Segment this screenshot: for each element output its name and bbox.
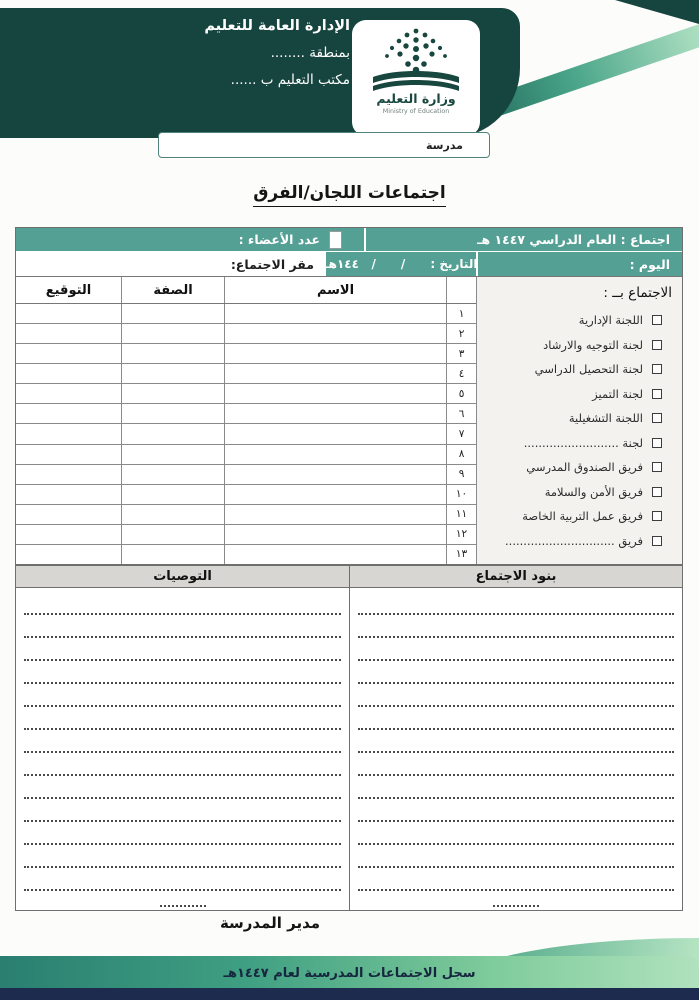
role-cell[interactable] <box>121 364 224 383</box>
members-count-label: عدد الأعضاء : <box>238 232 320 247</box>
dotted-line[interactable] <box>24 661 341 684</box>
dotted-line[interactable] <box>358 592 674 615</box>
row-number: ٦ <box>446 404 476 423</box>
role-cell[interactable] <box>121 404 224 423</box>
committee-item[interactable] <box>477 308 682 333</box>
signature-cell[interactable] <box>16 485 121 504</box>
date-cell <box>324 252 476 276</box>
committee-checkbox[interactable] <box>652 315 662 325</box>
form-row-date <box>16 252 682 277</box>
notes-headers <box>16 566 682 588</box>
signature-cell[interactable] <box>16 465 121 484</box>
committee-checkbox[interactable] <box>652 413 662 423</box>
name-cell[interactable] <box>224 344 446 363</box>
number-column-header <box>446 277 476 303</box>
committee-label: اللجنة الإدارية <box>578 313 643 328</box>
role-cell[interactable] <box>121 525 224 544</box>
org-text-block <box>10 18 350 99</box>
dotted-line[interactable] <box>24 822 341 845</box>
row-number: ١١ <box>446 505 476 524</box>
venue-label: مقر الاجتماع: <box>230 256 314 272</box>
attendance-row <box>16 364 476 384</box>
committee-item[interactable] <box>477 480 682 505</box>
role-cell[interactable] <box>121 445 224 464</box>
name-cell[interactable] <box>224 445 446 464</box>
attendance-row <box>16 545 476 564</box>
role-cell[interactable] <box>121 505 224 524</box>
school-label: مدرسة <box>426 138 463 152</box>
dotted-line[interactable] <box>24 776 341 799</box>
signature-column-header: التوقيع <box>45 282 92 298</box>
signature-cell[interactable] <box>16 404 121 423</box>
signature-cell[interactable] <box>16 324 121 343</box>
dotted-line[interactable] <box>358 730 674 753</box>
meeting-with-label: الاجتماع بــ : <box>603 285 672 301</box>
committee-label: فريق الأمن والسلامة <box>544 484 643 499</box>
signature-cell[interactable] <box>16 344 121 363</box>
venue-cell[interactable] <box>16 252 324 276</box>
role-cell[interactable] <box>121 424 224 443</box>
org-office: مكتب التعليم ب ...... <box>230 72 350 88</box>
notes-body <box>16 588 682 910</box>
dotted-line-short[interactable] <box>493 891 539 907</box>
dotted-line[interactable] <box>358 868 674 891</box>
signature-cell[interactable] <box>16 445 121 464</box>
row-number: ٥ <box>446 384 476 403</box>
attendance-row <box>16 404 476 424</box>
role-column-header: الصفة <box>121 277 224 303</box>
committee-label: فريق عمل التربية الخاصة <box>522 509 643 524</box>
role-cell[interactable] <box>121 344 224 363</box>
signature-cell[interactable] <box>16 505 121 524</box>
role-cell[interactable] <box>121 384 224 403</box>
committees-panel <box>476 277 682 564</box>
attendance-body <box>16 304 476 564</box>
form-row-meeting <box>16 228 682 252</box>
dotted-line[interactable] <box>24 707 341 730</box>
committee-checkbox[interactable] <box>652 340 662 350</box>
signature-cell[interactable] <box>16 384 121 403</box>
signature-cell[interactable] <box>16 424 121 443</box>
dotted-line[interactable] <box>358 684 674 707</box>
committee-checkbox[interactable] <box>652 511 662 521</box>
committee-label: لجنة التوجيه والارشاد <box>543 337 643 352</box>
attendance-row <box>16 384 476 404</box>
dotted-line[interactable] <box>24 799 341 822</box>
recommendation-lines[interactable] <box>16 588 349 910</box>
name-cell[interactable] <box>224 505 446 524</box>
ministry-name-ar: وزارة التعليم <box>376 91 456 106</box>
name-cell[interactable] <box>224 384 446 403</box>
committee-checkbox[interactable] <box>652 536 662 546</box>
row-number: ٤ <box>446 364 476 383</box>
dotted-line[interactable] <box>358 615 674 638</box>
signature-cell[interactable] <box>16 525 121 544</box>
role-cell[interactable] <box>121 545 224 564</box>
committee-item[interactable] <box>477 455 682 480</box>
form-main <box>16 277 682 564</box>
attendance-row <box>16 505 476 525</box>
role-cell[interactable] <box>121 465 224 484</box>
committee-label: لجنة التميز <box>592 386 643 401</box>
name-cell[interactable] <box>224 304 446 323</box>
meeting-year-cell <box>364 228 682 251</box>
dotted-line[interactable] <box>358 776 674 799</box>
committee-label: لجنة التحصيل الدراسي <box>534 362 643 377</box>
footer-text: سجل الاجتماعات المدرسية لعام ١٤٤٧هـ <box>223 965 476 981</box>
school-name-field[interactable] <box>158 132 490 158</box>
org-name: الإدارة العامة للتعليم <box>204 18 350 34</box>
committee-label: فريق .............................. <box>505 533 643 548</box>
row-number: ١٢ <box>446 525 476 544</box>
principal-signature-label: مدير المدرسة <box>219 914 321 932</box>
day-cell <box>476 252 682 276</box>
attendance-table <box>16 277 476 564</box>
role-cell[interactable] <box>121 485 224 504</box>
name-cell[interactable] <box>224 424 446 443</box>
signature-cell[interactable] <box>16 364 121 383</box>
row-number: ٧ <box>446 424 476 443</box>
meeting-form <box>15 227 683 565</box>
committee-checkbox[interactable] <box>652 462 662 472</box>
members-count-cell <box>16 228 364 251</box>
day-label: اليوم : <box>629 256 670 272</box>
committee-checkbox[interactable] <box>652 438 662 448</box>
attendance-row <box>16 324 476 344</box>
recommendations-header: التوصيات <box>16 566 349 588</box>
committee-item[interactable] <box>477 357 682 382</box>
row-number: ١ <box>446 304 476 323</box>
row-number: ٢ <box>446 324 476 343</box>
committee-label: اللجنة التشغيلية <box>568 411 643 426</box>
dotted-line[interactable] <box>24 730 341 753</box>
attendance-row <box>16 465 476 485</box>
dotted-line[interactable] <box>24 684 341 707</box>
name-cell[interactable] <box>224 485 446 504</box>
committee-checkbox[interactable] <box>652 389 662 399</box>
date-label: التاريخ : / / ١٤٤هـ <box>324 257 478 271</box>
ministry-name-en: Ministry of Education <box>382 108 450 115</box>
dotted-line-short[interactable] <box>160 891 206 907</box>
dotted-line[interactable] <box>24 615 341 638</box>
attendance-row <box>16 485 476 505</box>
name-cell[interactable] <box>224 324 446 343</box>
dotted-line[interactable] <box>358 753 674 776</box>
name-column-header: الاسم <box>224 277 446 303</box>
committee-item[interactable] <box>477 406 682 431</box>
committee-checkbox[interactable] <box>652 487 662 497</box>
row-number: ٩ <box>446 465 476 484</box>
committee-label: فريق الصندوق المدرسي <box>526 460 643 475</box>
committee-item[interactable] <box>477 529 682 554</box>
committee-label: لجنة .......................... <box>523 435 643 450</box>
page-title: اجتماعات اللجان/الفرق <box>253 183 446 207</box>
dotted-line[interactable] <box>24 753 341 776</box>
ministry-logo <box>352 20 480 136</box>
attendance-header <box>16 277 476 304</box>
dotted-line[interactable] <box>24 868 341 891</box>
members-count-input[interactable] <box>329 231 342 249</box>
notes-section <box>15 565 683 911</box>
attendance-row <box>16 304 476 324</box>
name-cell[interactable] <box>224 364 446 383</box>
dotted-line[interactable] <box>24 592 341 615</box>
footer-band <box>0 956 699 990</box>
row-number: ٣ <box>446 344 476 363</box>
org-region: بمنطقة ........ <box>270 45 350 61</box>
dotted-line[interactable] <box>358 661 674 684</box>
name-cell[interactable] <box>224 465 446 484</box>
dotted-line[interactable] <box>358 822 674 845</box>
meeting-year-label: اجتماع : العام الدراسي ١٤٤٧ هـ <box>477 232 670 247</box>
name-cell[interactable] <box>224 404 446 423</box>
committee-item[interactable] <box>477 504 682 529</box>
name-cell[interactable] <box>224 525 446 544</box>
dotted-line[interactable] <box>358 707 674 730</box>
agenda-header: بنود الاجتماع <box>349 566 682 588</box>
row-number: ١٣ <box>446 545 476 564</box>
title-wrap <box>0 183 699 207</box>
attendance-row <box>16 525 476 545</box>
dotted-line[interactable] <box>358 799 674 822</box>
ministry-logo-graphic <box>361 25 471 93</box>
committee-item[interactable] <box>477 382 682 407</box>
signature-cell[interactable] <box>16 545 121 564</box>
dotted-line[interactable] <box>358 638 674 661</box>
attendance-row <box>16 344 476 364</box>
committee-checkbox[interactable] <box>652 364 662 374</box>
dotted-line[interactable] <box>24 845 341 868</box>
committee-list <box>477 308 682 553</box>
row-number: ٨ <box>446 445 476 464</box>
attendance-row <box>16 424 476 444</box>
attendance-row <box>16 445 476 465</box>
committee-item[interactable] <box>477 431 682 456</box>
role-cell[interactable] <box>121 304 224 323</box>
dotted-line[interactable] <box>358 845 674 868</box>
row-number: ١٠ <box>446 485 476 504</box>
name-cell[interactable] <box>224 545 446 564</box>
dotted-line[interactable] <box>24 638 341 661</box>
committee-item[interactable] <box>477 333 682 358</box>
footer-navy-strip <box>0 988 699 1000</box>
signature-cell[interactable] <box>16 304 121 323</box>
header-corner-wedge <box>615 0 699 30</box>
agenda-lines[interactable] <box>349 588 682 910</box>
role-cell[interactable] <box>121 324 224 343</box>
